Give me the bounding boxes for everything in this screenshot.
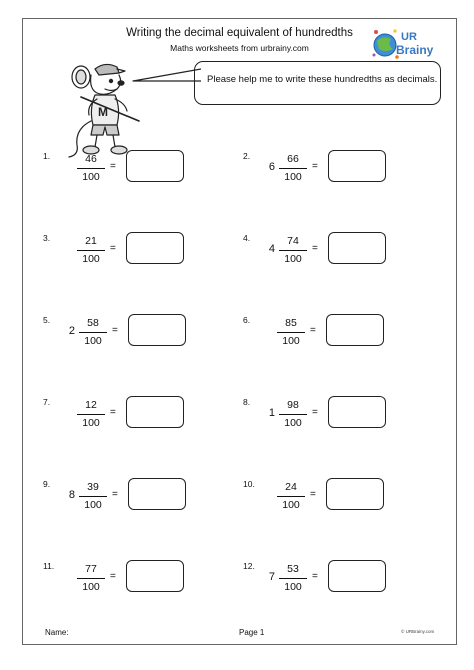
- fraction-numerator: 74: [287, 235, 299, 247]
- fraction-denominator: 100: [82, 253, 100, 265]
- answer-box[interactable]: [328, 560, 386, 592]
- equals-sign: =: [312, 161, 318, 172]
- question-number: 10.: [243, 479, 255, 489]
- fraction: [277, 562, 309, 595]
- equals-sign: =: [110, 243, 116, 254]
- answer-box[interactable]: [128, 478, 186, 510]
- svg-text:M: M: [98, 105, 108, 119]
- logo-text-top: UR: [401, 31, 417, 43]
- fraction-numerator: 39: [87, 481, 99, 493]
- fraction: [275, 480, 307, 513]
- fraction: [277, 234, 309, 267]
- fraction-bar: [279, 168, 307, 169]
- fraction-bar: [277, 332, 305, 333]
- fraction-denominator: 100: [84, 335, 102, 347]
- question-number: 9.: [43, 479, 51, 489]
- fraction-numerator: 98: [287, 399, 299, 411]
- fraction-numerator: 66: [287, 153, 299, 165]
- fraction-denominator: 100: [282, 499, 300, 511]
- question-item: [243, 397, 433, 457]
- fraction-bar: [277, 496, 305, 497]
- fraction: [75, 234, 107, 267]
- question-item: [243, 479, 433, 539]
- whole-number: 6: [268, 161, 275, 173]
- speech-bubble: [194, 61, 441, 105]
- whole-number: 1: [268, 407, 275, 419]
- whole-number: 8: [68, 489, 75, 501]
- whole-number: 7: [268, 571, 275, 583]
- logo-text-bottom: Brainy: [396, 43, 434, 57]
- fraction-denominator: 100: [282, 335, 300, 347]
- copyright-text: © URBrainy.com: [401, 629, 435, 634]
- question-number: 6.: [243, 315, 251, 325]
- equals-sign: =: [112, 489, 118, 500]
- page-number: Page 1: [239, 628, 265, 637]
- fraction-bar: [77, 168, 105, 169]
- speech-bubble-pointer: [131, 63, 201, 93]
- fraction-numerator: 24: [285, 481, 297, 493]
- equals-sign: =: [110, 161, 116, 172]
- fraction: [277, 152, 309, 185]
- question-number: 3.: [43, 233, 51, 243]
- fraction-numerator: 77: [85, 563, 97, 575]
- equals-sign: =: [112, 325, 118, 336]
- fraction-bar: [79, 496, 107, 497]
- question-item: [43, 315, 233, 375]
- equals-sign: =: [110, 571, 116, 582]
- fraction: [275, 316, 307, 349]
- question-item: [43, 479, 233, 539]
- urbrainy-logo: [371, 23, 437, 63]
- answer-box[interactable]: [126, 232, 184, 264]
- equals-sign: =: [310, 325, 316, 336]
- fraction: [75, 152, 107, 185]
- question-item: [243, 151, 433, 211]
- answer-box[interactable]: [328, 150, 386, 182]
- worksheet-page: [22, 18, 457, 645]
- question-item: [43, 397, 233, 457]
- question-item: [243, 561, 433, 621]
- fraction-denominator: 100: [284, 253, 302, 265]
- fraction-numerator: 46: [85, 153, 97, 165]
- name-label: Name:: [45, 628, 69, 637]
- fraction-numerator: 85: [285, 317, 297, 329]
- fraction: [75, 398, 107, 431]
- answer-box[interactable]: [126, 560, 184, 592]
- equals-sign: =: [312, 243, 318, 254]
- fraction-numerator: 21: [85, 235, 97, 247]
- speech-bubble-text: Please help me to write these hundredths as decimals.: [207, 74, 438, 85]
- question-item: [243, 233, 433, 293]
- equals-sign: =: [312, 571, 318, 582]
- question-number: 7.: [43, 397, 51, 407]
- fraction: [277, 398, 309, 431]
- fraction-bar: [279, 414, 307, 415]
- question-item: [43, 561, 233, 621]
- question-number: 12.: [243, 561, 255, 571]
- whole-number: 2: [68, 325, 75, 337]
- question-number: 11.: [43, 561, 55, 571]
- answer-box[interactable]: [126, 396, 184, 428]
- fraction-bar: [77, 414, 105, 415]
- fraction-bar: [279, 250, 307, 251]
- question-number: 8.: [243, 397, 251, 407]
- answer-box[interactable]: [126, 150, 184, 182]
- fraction-denominator: 100: [82, 581, 100, 593]
- fraction: [77, 480, 109, 513]
- fraction-denominator: 100: [284, 171, 302, 183]
- answer-box[interactable]: [326, 314, 384, 346]
- fraction: [75, 562, 107, 595]
- whole-number: 4: [268, 243, 275, 255]
- fraction: [77, 316, 109, 349]
- question-number: 5.: [43, 315, 51, 325]
- fraction-denominator: 100: [284, 417, 302, 429]
- equals-sign: =: [312, 407, 318, 418]
- answer-box[interactable]: [326, 478, 384, 510]
- question-number: 2.: [243, 151, 251, 161]
- fraction-bar: [279, 578, 307, 579]
- fraction-denominator: 100: [84, 499, 102, 511]
- equals-sign: =: [110, 407, 116, 418]
- question-item: [43, 151, 233, 211]
- fraction-bar: [77, 250, 105, 251]
- answer-box[interactable]: [128, 314, 186, 346]
- worksheet-title: Writing the decimal equivalent of hundredths: [126, 27, 353, 39]
- answer-box[interactable]: [328, 232, 386, 264]
- question-item: [243, 315, 433, 375]
- fraction-bar: [77, 578, 105, 579]
- question-item: [43, 233, 233, 293]
- worksheet-subtitle: Maths worksheets from urbrainy.com: [170, 43, 309, 53]
- question-number: 1.: [43, 151, 51, 161]
- fraction-bar: [79, 332, 107, 333]
- question-number: 4.: [243, 233, 251, 243]
- fraction-denominator: 100: [82, 171, 100, 183]
- fraction-denominator: 100: [284, 581, 302, 593]
- fraction-numerator: 58: [87, 317, 99, 329]
- fraction-denominator: 100: [82, 417, 100, 429]
- answer-box[interactable]: [328, 396, 386, 428]
- equals-sign: =: [310, 489, 316, 500]
- fraction-numerator: 53: [287, 563, 299, 575]
- fraction-numerator: 12: [85, 399, 97, 411]
